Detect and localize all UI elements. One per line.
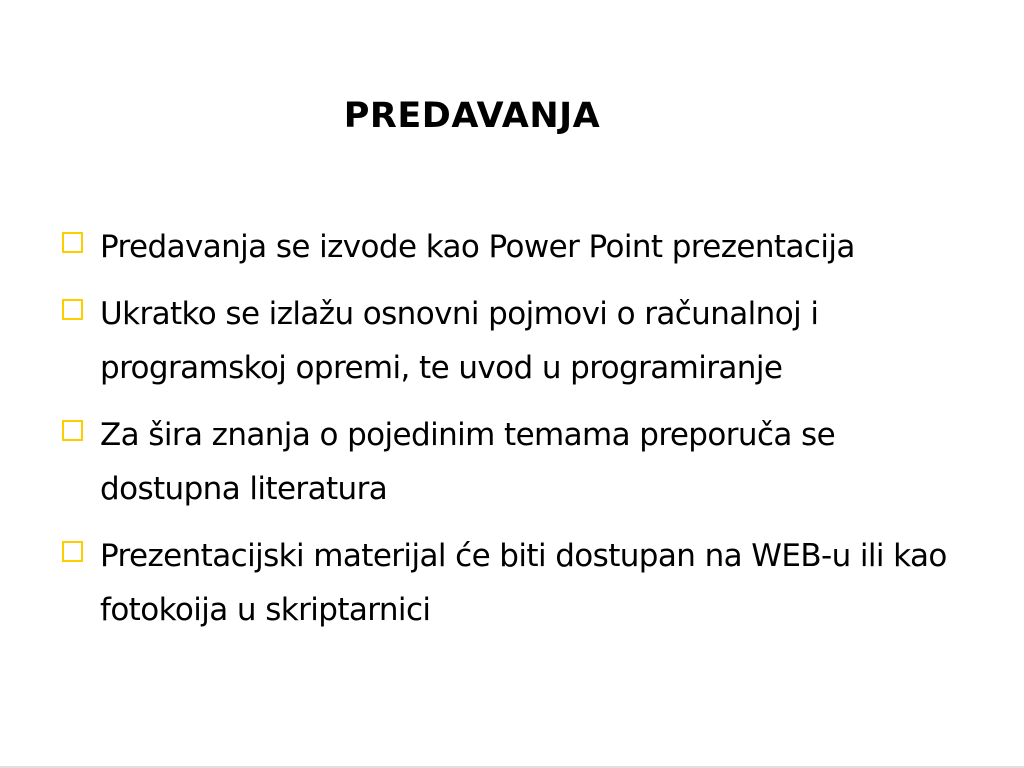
square-bullet-icon — [62, 299, 83, 320]
list-item — [62, 287, 972, 395]
square-bullet-icon — [62, 420, 83, 441]
list-item — [62, 529, 972, 637]
bullet-text: Za šira znanja o pojedinim temama preporuča se dostupna literatura — [100, 417, 836, 507]
bullet-text: Ukratko se izlažu osnovni pojmovi o računalnoj i programskoj opremi, te uvod u programiranje — [100, 296, 819, 386]
bullet-text: Prezentacijski materijal će biti dostupan na WEB-u ili kao fotokoija u skriptarnici — [100, 538, 947, 628]
list-item — [62, 408, 972, 516]
slide-title: PREDAVANJA — [343, 96, 601, 136]
list-item — [62, 220, 972, 274]
bullet-list — [62, 220, 972, 650]
square-bullet-icon — [62, 541, 83, 562]
bullet-text: Predavanja se izvode kao Power Point prezentacija — [100, 229, 855, 265]
square-bullet-icon — [62, 232, 83, 253]
